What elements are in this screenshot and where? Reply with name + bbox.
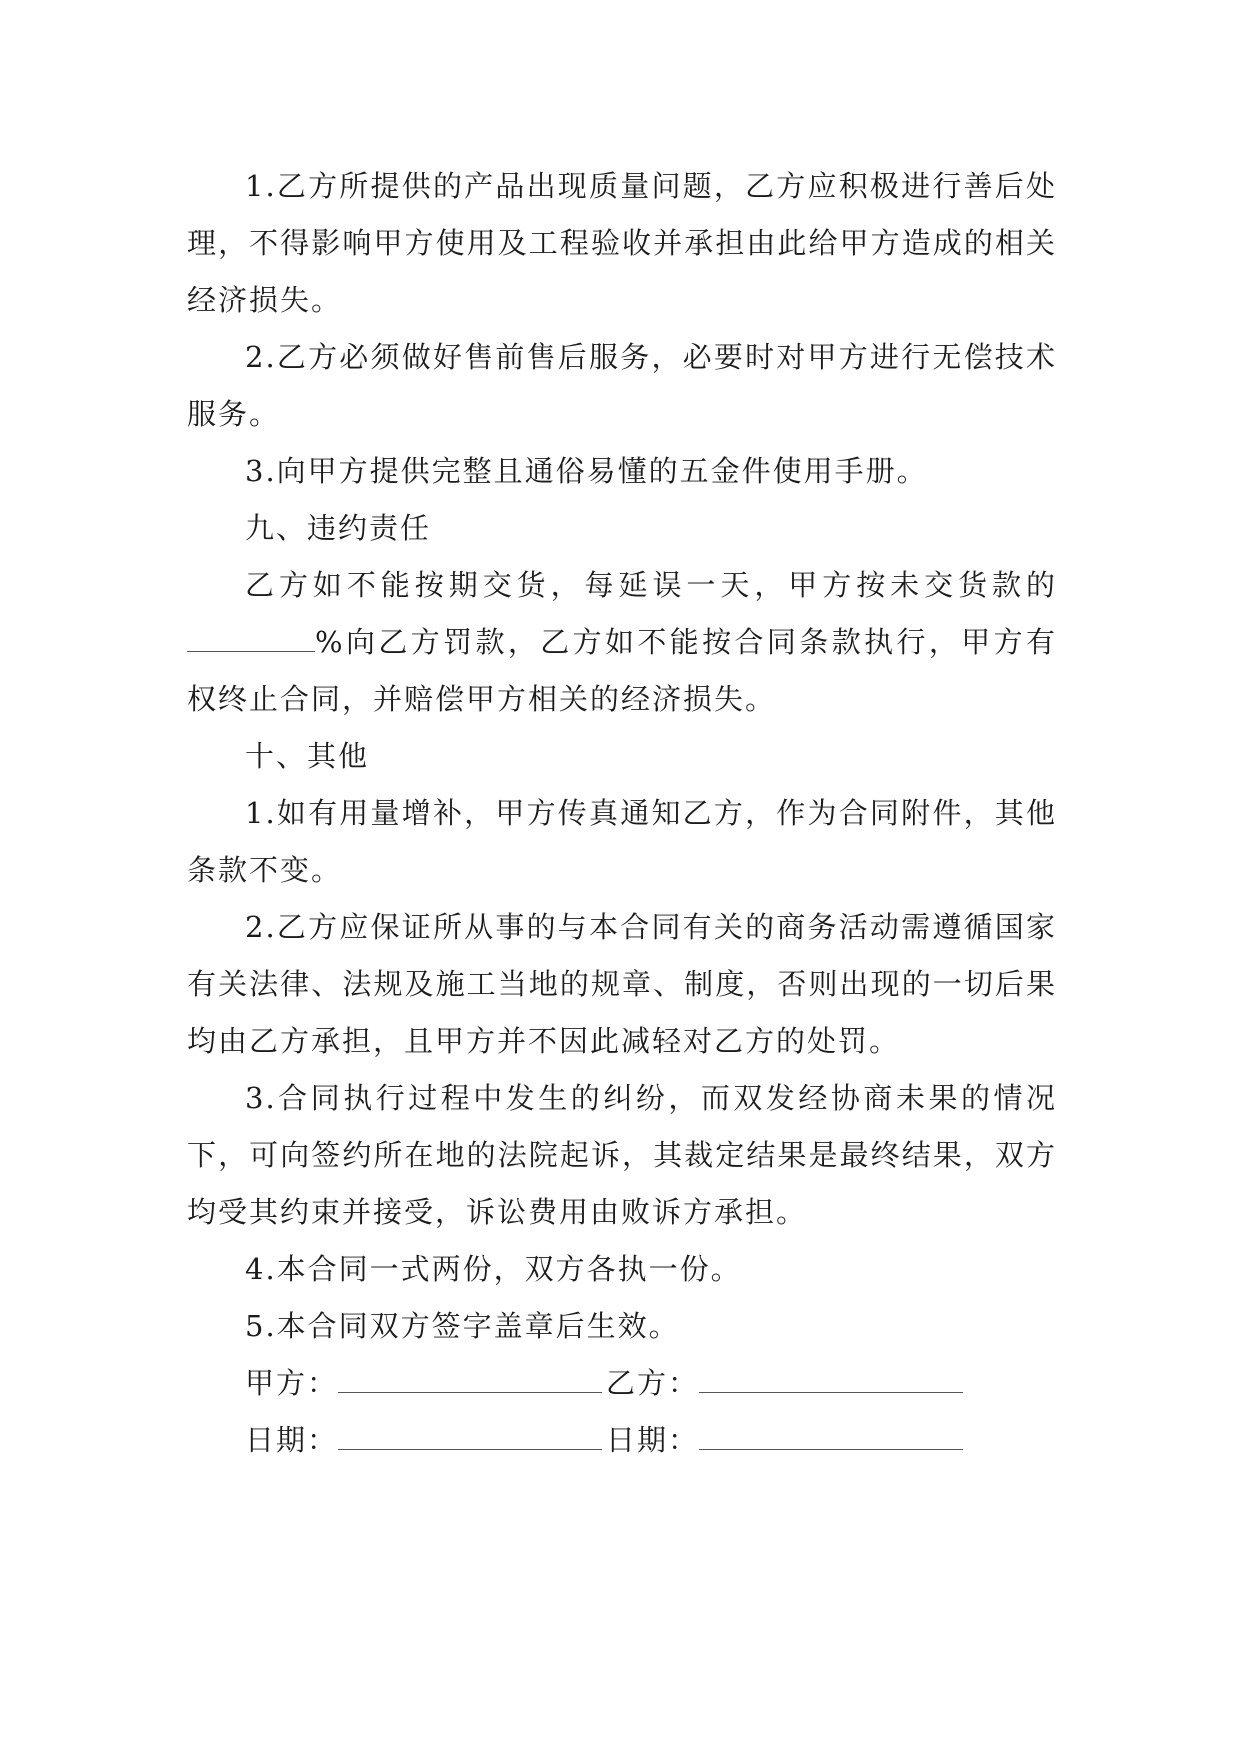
clause-supplement: 1.如有用量增补，甲方传真通知乙方，作为合同附件，其他条款不变。 bbox=[187, 796, 1057, 887]
penalty-rate-blank bbox=[187, 627, 315, 652]
section-heading-breach: 九、违约责任 bbox=[245, 511, 432, 545]
section-heading-other: 十、其他 bbox=[245, 739, 370, 773]
date-a-label: 日期： bbox=[245, 1423, 339, 1457]
clause-copies: 4.本合同一式两份，双方各执一份。 bbox=[245, 1252, 742, 1286]
clause-penalty bbox=[187, 557, 1057, 728]
clause-quality: 1.乙方所提供的产品出现质量问题，乙方应积极进行善后处理，不得影响甲方使用及工程验收并承担由此给甲方造成的相关经济损失。 bbox=[187, 169, 1057, 317]
clause-penalty-part1: 乙方如不能按期交货，每延误一天，甲方按未交货款的 bbox=[245, 568, 1057, 602]
clause-service: 2.乙方必须做好售前售后服务，必要时对甲方进行无偿技术服务。 bbox=[187, 340, 1057, 431]
document-page bbox=[187, 158, 1057, 1469]
clause-manual: 3.向甲方提供完整且通俗易懂的五金件使用手册。 bbox=[245, 454, 928, 488]
date-b-label: 日期： bbox=[606, 1423, 700, 1457]
party-a-signature-line bbox=[338, 1366, 602, 1393]
party-b-label: 乙方： bbox=[606, 1366, 700, 1400]
clause-penalty-part2: %向乙方罚款，乙方如不能按合同条款执行，甲方有权终止合同，并赔偿甲方相关的经济损失。 bbox=[187, 625, 1057, 716]
party-b-signature-line bbox=[699, 1366, 963, 1393]
clause-dispute: 3.合同执行过程中发生的纠纷，而双发经协商未果的情况下，可向签约所在地的法院起诉，其裁定结果是最终结果，双方均受其约束并接受，诉讼费用由败诉方承担。 bbox=[187, 1081, 1057, 1229]
date-b-line bbox=[699, 1423, 963, 1450]
date-row bbox=[187, 1412, 1057, 1469]
clause-effective: 5.本合同双方签字盖章后生效。 bbox=[245, 1309, 680, 1343]
clause-compliance: 2.乙方应保证所从事的与本合同有关的商务活动需遵循国家有关法律、法规及施工当地的规章、制度，否则出现的一切后果均由乙方承担，且甲方并不因此减轻对乙方的处罚。 bbox=[187, 910, 1057, 1058]
signature-row bbox=[187, 1355, 1057, 1412]
party-a-label: 甲方： bbox=[245, 1366, 339, 1400]
date-a-line bbox=[338, 1423, 602, 1450]
